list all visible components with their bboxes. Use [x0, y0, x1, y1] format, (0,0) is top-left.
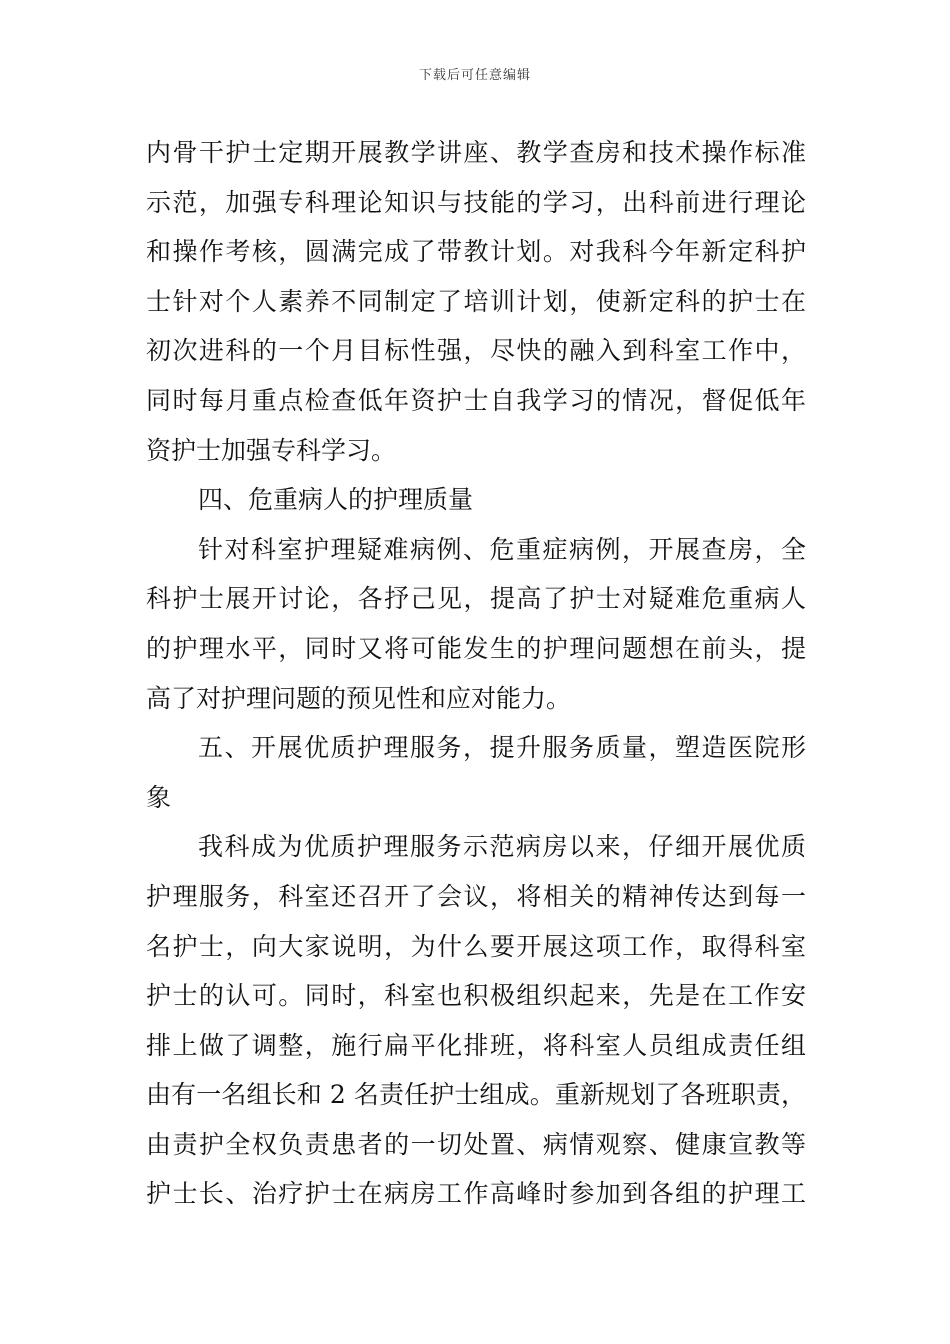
text-line: 我科成为优质护理服务示范病房以来，仔细开展优质 [198, 832, 806, 862]
text-line: 由责护全权负责患者的一切处置、病情观察、健康宣教等 [146, 1129, 806, 1159]
text-line: 由有一名组长和 2 名责任护士组成。重新规划了各班职责， [146, 1080, 806, 1110]
text-line: 护士长、治疗护士在病房工作高峰时参加到各组的护理工 [146, 1179, 806, 1209]
text-line: 护士的认可。同时，科室也积极组织起来，先是在工作安 [146, 981, 806, 1011]
text-line: 同时每月重点检查低年资护士自我学习的情况，督促低年 [146, 385, 806, 415]
text-line: 资护士加强专科学习。 [146, 435, 397, 465]
text-line: 示范，加强专科理论知识与技能的学习，出科前进行理论 [146, 187, 806, 217]
section-heading: 象 [146, 782, 172, 812]
text-line: 士针对个人素养不同制定了培训计划，使新定科的护士在 [146, 286, 806, 316]
text-line: 护理服务，科室还召开了会议，将相关的精神传达到每一 [146, 881, 806, 911]
text-line: 科护士展开讨论，各抒己见，提高了护士对疑难危重病人 [146, 584, 806, 614]
text-line: 的护理水平，同时又将可能发生的护理问题想在前头，提 [146, 633, 806, 663]
text-line: 排上做了调整，施行扁平化排班，将科室人员组成责任组 [146, 1030, 806, 1060]
text-line: 和操作考核，圆满完成了带教计划。对我科今年新定科护 [146, 237, 806, 267]
page-header: 下载后可任意编辑 [418, 68, 531, 83]
section-heading: 四、危重病人的护理质量 [198, 485, 474, 515]
section-heading: 五、开展优质护理服务，提升服务质量，塑造医院形 [198, 733, 806, 763]
text-line: 针对科室护理疑难病例、危重症病例，开展查房，全 [198, 534, 806, 564]
text-line: 内骨干护士定期开展教学讲座、教学查房和技术操作标准 [146, 138, 806, 167]
text-line: 名护士，向大家说明，为什么要开展这项工作，取得科室 [146, 931, 806, 961]
text-line: 初次进科的一个月目标性强，尽快的融入到科室工作中， [146, 336, 806, 366]
document-body [146, 128, 806, 1219]
text-line: 高了对护理问题的预见性和应对能力。 [146, 683, 572, 713]
